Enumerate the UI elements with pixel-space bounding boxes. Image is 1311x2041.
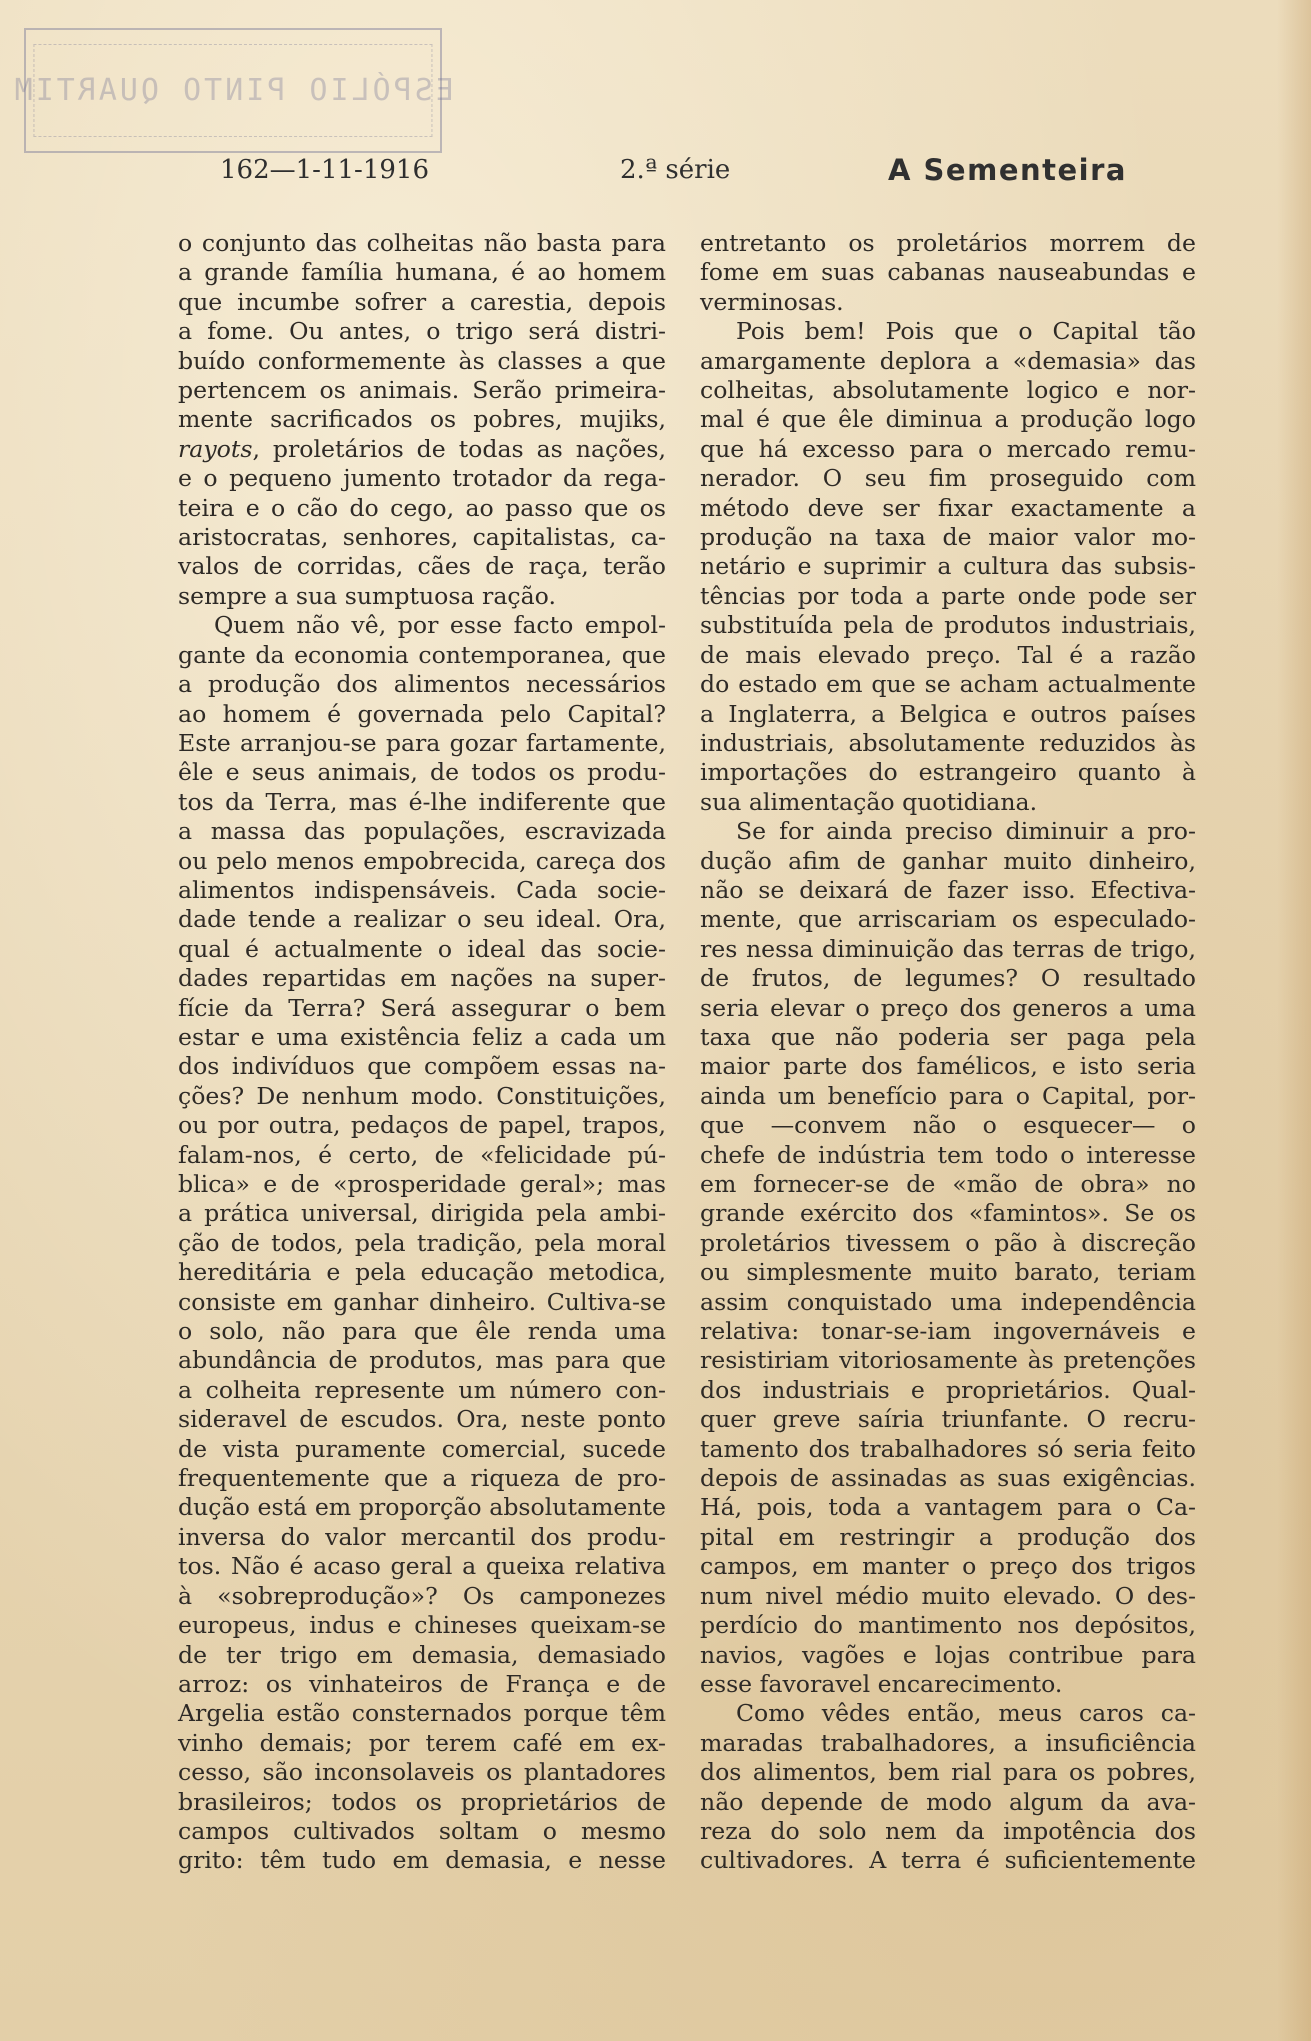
text-line: gante da economia contemporanea, que	[178, 640, 666, 669]
text-line: grito: têm tudo em demasia, e nesse	[178, 1846, 666, 1875]
text-line: a fome. Ou antes, o trigo será distri-	[178, 317, 666, 346]
text-line: vinho demais; por terem café em ex-	[178, 1728, 666, 1757]
text-line: de frutos, de legumes? O resultado	[700, 964, 1196, 993]
text-line: assim conquistado uma independência	[700, 1287, 1196, 1316]
text-line: dução está em proporção absolutamente	[178, 1493, 666, 1522]
text-line: maior parte dos famélicos, e isto seria	[700, 1052, 1196, 1081]
text-line: Argelia estão consternados porque têm	[178, 1699, 666, 1728]
text-line: dos alimentos, bem rial para os pobres,	[700, 1758, 1196, 1787]
text-line: a grande família humana, é ao homem	[178, 258, 666, 287]
text-line: cesso, são inconsolaveis os plantadores	[178, 1758, 666, 1787]
text-line: consiste em ganhar dinheiro. Cultiva-se	[178, 1287, 666, 1316]
text-line: pital em restringir a produção dos	[700, 1522, 1196, 1551]
text-line: qual é actualmente o ideal das socie-	[178, 934, 666, 963]
text-line: substituída pela de produtos industriais,	[700, 611, 1196, 640]
text-line: perdício do mantimento nos depósitos,	[700, 1611, 1196, 1640]
text-line: tamento dos trabalhadores só seria feito	[700, 1434, 1196, 1463]
text-line: entretanto os proletários morrem de	[700, 229, 1196, 257]
text-line: que incumbe sofrer a carestia, depois	[178, 287, 666, 316]
text-line: fície da Terra? Será assegurar o bem	[178, 993, 666, 1022]
archive-stamp-inner	[11, 44, 455, 138]
text-line: do estado em que se acham actualmente	[700, 670, 1196, 699]
text-line: dos indivíduos que compõem essas na-	[178, 1052, 666, 1081]
page-header	[220, 155, 1140, 195]
text-line: sempre a sua sumptuosa ração.	[178, 581, 556, 610]
text-line: netário e suprimir a cultura das subsis-	[700, 552, 1196, 581]
text-line: de ter trigo em demasia, demasiado	[178, 1640, 666, 1669]
text-line: Há, pois, toda a vantagem para o Ca-	[700, 1493, 1196, 1522]
text-line: tos da Terra, mas é-lhe indiferente que	[178, 787, 666, 816]
text-line: buído conformemente às classes a que	[178, 346, 666, 375]
text-line: êle e seus animais, de todos os produ-	[178, 758, 666, 787]
text-line: que —convem não o esquecer— o	[700, 1111, 1196, 1140]
text-line: tências por toda a parte onde pode ser	[700, 581, 1196, 610]
text-line: mente, que arriscariam os especulado-	[700, 905, 1196, 934]
text-line: ou simplesmente muito barato, teriam	[700, 1258, 1196, 1287]
text-line: res nessa diminuição das terras de trigo,	[700, 934, 1196, 963]
text-line: tos. Não é acaso geral a queixa relativa	[178, 1552, 666, 1581]
text-line: inversa do valor mercantil dos produ-	[178, 1522, 666, 1551]
text-line: relativa: tonar-se-iam ingovernáveis e	[700, 1317, 1196, 1346]
text-line: valos de corridas, cães de raça, terão	[178, 552, 666, 581]
text-line: o conjunto das colheitas não basta para	[178, 229, 666, 257]
text-line: num nivel médio muito elevado. O des-	[700, 1581, 1196, 1610]
text-line: método deve ser fixar exactamente a	[700, 493, 1196, 522]
text-line: grande exército dos «famintos». Se os	[700, 1199, 1196, 1228]
text-line: proletários tivessem o pão à discreção	[700, 1228, 1196, 1257]
archive-stamp	[11, 28, 455, 153]
text-line: a colheita represente um número con-	[178, 1375, 666, 1404]
text-line: verminosas.	[700, 287, 844, 316]
text-line: taxa que não poderia ser paga pela	[700, 1022, 1196, 1051]
header-date: 162—1-11-1916	[220, 155, 429, 185]
text-line: cultivadores. A terra é suficientemente	[700, 1846, 1196, 1875]
text-line: industriais, absolutamente reduzidos às	[700, 728, 1196, 757]
text-line: navios, vagões e lojas contribue para	[700, 1640, 1196, 1669]
text-line: ou por outra, pedaços de papel, trapos,	[178, 1111, 666, 1140]
text-line: não se deixará de fazer isso. Efectiva-	[700, 875, 1196, 904]
text-line: europeus, indus e chineses queixam-se	[178, 1611, 666, 1640]
text-line: campos, em manter o preço dos trigos	[700, 1552, 1196, 1581]
header-serie: 2.ª série	[620, 155, 731, 185]
text-line: que há excesso para o mercado remu-	[700, 434, 1196, 463]
text-line: colheitas, absolutamente logico e nor-	[700, 376, 1196, 405]
text-line: nerador. O seu fim proseguido com	[700, 464, 1196, 493]
text-line: resistiriam vitoriosamente às pretenções	[700, 1346, 1196, 1375]
text-line: alimentos indispensáveis. Cada socie-	[178, 875, 666, 904]
page-edge-shadow	[1277, 0, 1311, 2041]
text-line: ainda um benefício para o Capital, por-	[700, 1081, 1196, 1110]
text-line: dução afim de ganhar muito dinheiro,	[700, 846, 1196, 875]
text-line: importações do estrangeiro quanto à	[700, 758, 1196, 787]
text-line: ao homem é governada pelo Capital?	[178, 699, 666, 728]
text-line: abundância de produtos, mas para que	[178, 1346, 666, 1375]
text-line: blica» e de «prosperidade geral»; mas	[178, 1170, 666, 1198]
text-line: ções? De nenhum modo. Constituições,	[178, 1081, 666, 1110]
text-line: de vista puramente comercial, sucede	[178, 1434, 666, 1463]
text-line: à «sobreprodução»? Os camponezes	[178, 1581, 666, 1610]
text-line: a massa das populações, escravizada	[178, 817, 666, 846]
text-line: ou pelo menos empobrecida, careça dos	[178, 846, 666, 875]
left-column	[178, 229, 666, 1876]
text-line: sideravel de escudos. Ora, neste ponto	[178, 1405, 666, 1434]
text-line: fome em suas cabanas nauseabundas e	[700, 258, 1196, 287]
text-line: hereditária e pela educação metodica,	[178, 1258, 666, 1287]
text-line: pertencem os animais. Serão primeira-	[178, 376, 666, 405]
text-line: campos cultivados soltam o mesmo	[178, 1816, 666, 1845]
archive-stamp-text: ESPÓLIO PINTO QUARTIM	[11, 72, 455, 108]
text-line: falam-nos, é certo, de «felicidade pú-	[178, 1140, 666, 1169]
text-line: Se for ainda preciso diminuir a pro-	[736, 817, 1196, 846]
text-line: reza do solo nem da impotência dos	[700, 1816, 1196, 1845]
text-line: produção na taxa de maior valor mo-	[700, 523, 1196, 552]
text-line: sua alimentação quotidiana.	[700, 787, 1038, 816]
text-line: estar e uma existência feliz a cada um	[178, 1022, 666, 1051]
text-line: de mais elevado preço. Tal é a razão	[700, 640, 1196, 669]
text-line: chefe de indústria tem todo o interesse	[700, 1140, 1196, 1169]
text-line: frequentemente que a riqueza de pro-	[178, 1464, 666, 1493]
text-line: arroz: os vinhateiros de França e de	[178, 1669, 666, 1698]
text-line: o solo, não para que êle renda uma	[178, 1317, 666, 1346]
text-line: depois de assinadas as suas exigências.	[700, 1464, 1196, 1493]
text-line: dade tende a realizar o seu ideal. Ora,	[178, 905, 666, 934]
text-line: mente sacrificados os pobres, mujiks,	[178, 405, 666, 434]
text-line: a produção dos alimentos necessários	[178, 670, 666, 699]
text-line: quer greve saíria triunfante. O recru-	[700, 1405, 1196, 1434]
text-line: teira e o cão do cego, ao passo que os	[178, 493, 666, 522]
text-line: dades repartidas em nações na super-	[178, 964, 666, 993]
text-line: dos industriais e proprietários. Qual-	[700, 1375, 1196, 1404]
text-line: brasileiros; todos os proprietários de	[178, 1787, 666, 1816]
text-line: ção de todos, pela tradição, pela moral	[178, 1228, 666, 1257]
text-line: Este arranjou-se para gozar fartamente,	[178, 728, 666, 757]
text-line: rayots, proletários de todas as nações,	[178, 434, 666, 463]
text-line: aristocratas, senhores, capitalistas, ca-	[178, 523, 666, 552]
text-line: Como vêdes então, meus caros ca-	[736, 1699, 1196, 1728]
header-title: A Sementeira	[888, 153, 1127, 187]
text-line: a prática universal, dirigida pela ambi-	[178, 1199, 666, 1228]
text-line: e o pequeno jumento trotador da rega-	[178, 464, 666, 493]
text-line: Pois bem! Pois que o Capital tão	[736, 317, 1196, 346]
text-line: mal é que êle diminua a produção logo	[700, 405, 1196, 434]
text-line: amargamente deplora a «demasia» das	[700, 346, 1196, 375]
text-line: esse favoravel encarecimento.	[700, 1669, 1063, 1698]
right-column	[700, 229, 1196, 1876]
text-line: não depende de modo algum da ava-	[700, 1787, 1196, 1816]
text-line: a Inglaterra, a Belgica e outros países	[700, 699, 1196, 728]
text-line: em fornecer-se de «mão de obra» no	[700, 1170, 1196, 1198]
text-line: Quem não vê, por esse facto empol-	[214, 611, 666, 640]
text-line: maradas trabalhadores, a insuficiência	[700, 1728, 1196, 1757]
text-line: seria elevar o preço dos generos a uma	[700, 993, 1196, 1022]
